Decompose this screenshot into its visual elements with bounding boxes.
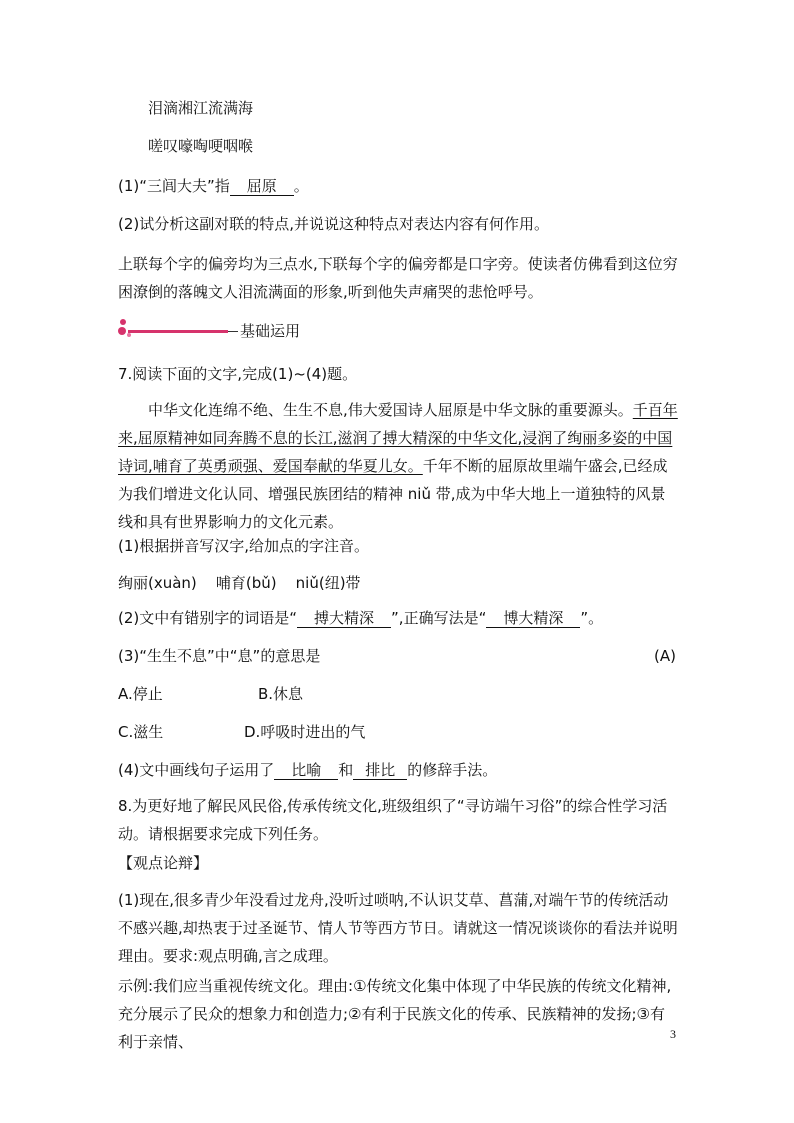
q7-sub1: (1)根据拼音写汉字,给加点的字注音。 [118,537,370,555]
q6-part2: (2)试分析这副对联的特点,并说说这种特点对表达内容有何作用。 [118,215,550,233]
poem-line-1: 泪滴湘江流满海 [148,99,254,117]
q7-option-c: C.滋生 [118,723,164,741]
q7-sub4-suffix: 的修辞手法。 [407,761,498,779]
q7-sub2-prefix: (2)文中有错别字的词语是“ [118,609,298,627]
q7-sub4-prefix: (4)文中画线句子运用了 [118,761,275,779]
q7-sub2-mid: ”,正确写法是“ [391,609,487,627]
q6-answer: 上联每个字的偏旁均为三点水,下联每个字的偏旁都是口字旁。使读者仿佛看到这位穷困潦倒的落魄文人泪流满面的形象,听到他失声痛哭的悲怆呼号。 [118,255,678,301]
section-title: 基础运用 [240,322,301,340]
q7-passage-intro: 中华文化连绵不绝、生生不息,伟大爱国诗人屈原是中华文脉的重要源头。 [148,401,633,419]
q8-stem: 8.为更好地了解民风民俗,传承传统文化,班级组织了“寻访端午习俗”的综合性学习活动。请根据要求完成下列任务。 [118,797,668,843]
q7-sub2-suffix: ”。 [580,609,604,627]
q7-sub2-right: 博大精深 [486,609,580,628]
q7-sub3: (3)“生生不息”中“息”的意思是 [118,647,321,665]
poem-line-2: 嗟叹嚎啕哽咽喉 [148,137,254,155]
q7-sub2 [118,608,603,628]
q7-sub4-answer1: 比喻 [274,761,338,780]
q7-sub4-mid: 和 [338,761,354,779]
q6-part1-suffix: 。 [293,177,309,195]
q7-sub4 [118,760,497,780]
q7-option-d: D.呼吸时进出的气 [244,723,366,741]
section-heading-decoration [118,318,238,344]
q8-example: 示例:我们应当重视传统文化。理由:①传统文化集中体现了中华民族的传统文化精神,充分展示了民众的想象力和创造力;②有利于民族文化的传承、民族精神的发扬;③有利于亲情、 [118,977,672,1051]
q7-passage-rest: 千年不断的屈原故里端午盛会,已经成为我们增进文化认同、增强民族团结的精神 niǔ 带,成为中华大地上一道独特的风景线和具有世界影响力的文化元素。 [118,457,668,531]
q7-passage [118,396,678,536]
q6-part1-prefix: (1)“三闾大夫”指 [118,177,230,195]
q7-sub1-items: 绚丽(xuàn) 哺育(bǔ) niǔ(纽)带 [118,574,361,592]
q6-part1-answer: 屈原 [230,177,294,196]
q7-sub3-answer: (A) [654,647,676,665]
page-number: 3 [670,1027,676,1041]
q7-option-b: B.休息 [258,685,304,703]
q6-part1 [118,176,309,196]
q7-sub2-wrong: 搏大精深 [297,609,391,628]
q7-passage-underlined: 千百年来,屈原精神如同奔腾不息的长江,滋润了搏大精深的中华文化,浸润了绚丽多姿的中国诗词,哺育了英勇顽强、爱国奉献的华夏儿女。 [118,401,678,475]
q7-sub4-answer2: 排比 [353,761,407,780]
q8-sub1: (1)现在,很多青少年没看过龙舟,没听过唢呐,不认识艾草、菖蒲,对端午节的传统活动不感兴趣,却热衷于过圣诞节、情人节等西方节日。请就这一情况谈谈你的看法并说明理由。要求:观点明确,言之成理。 [118,891,678,965]
q8-heading: 【观点论辩】 [118,854,209,872]
q7-option-a: A.停止 [118,685,163,703]
q7-stem: 7.阅读下面的文字,完成(1)~(4)题。 [118,365,358,383]
